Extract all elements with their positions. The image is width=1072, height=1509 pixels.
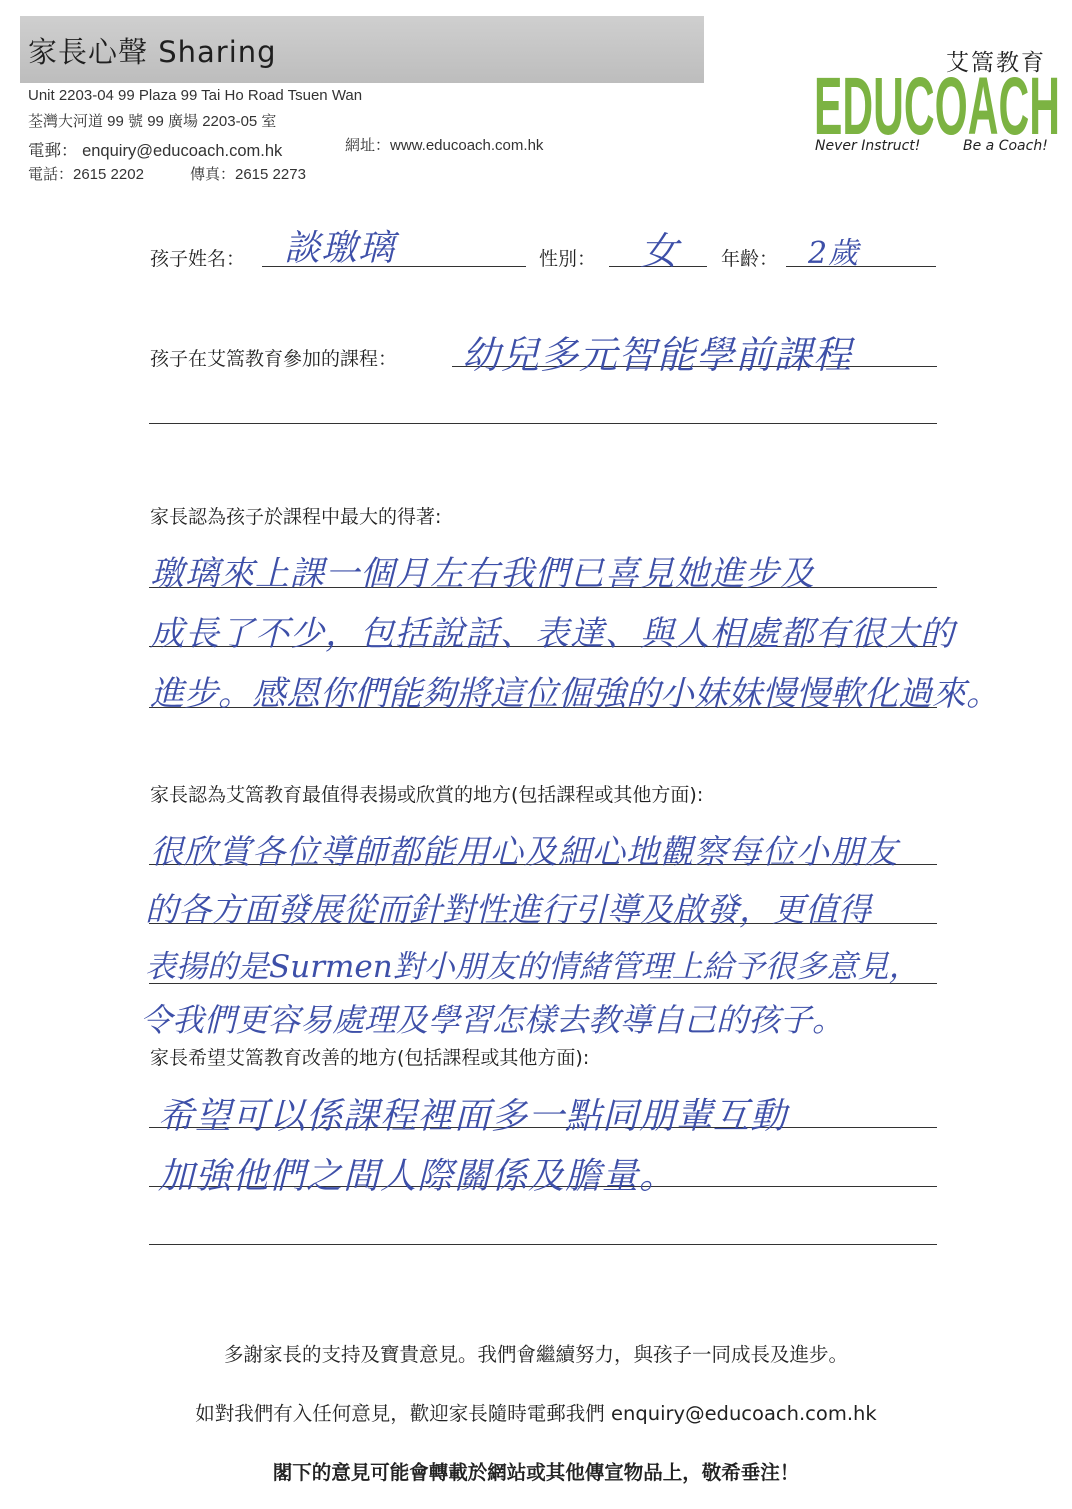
contact-email: 電郵： enquiry@educoach.com.hk [28,142,283,160]
child-name-label: 孩子姓名： [150,248,246,270]
course-extra-underline [149,423,937,424]
improve-line-3 [149,1244,937,1245]
improve-answer-line-1: 希望可以係課程裡面多一點同朋輩互動 [158,1096,788,1137]
contact-website: 網址：www.educoach.com.hk [345,137,544,154]
footer-contact: 如對我們有入任何意見，歡迎家長隨時電郵我們 enquiry@educoach.com.hk [195,1402,877,1425]
contact-fax: 傳真：2615 2273 [190,166,306,183]
footer-thanks: 多謝家長的支持及寶貴意見。我們會繼續努力，與孩子一同成長及進步。 [223,1343,848,1366]
praise-question-label: 家長認為艾篙教育最值得表揚或欣賞的地方(包括課程或其他方面): [150,784,704,806]
age-value: 2歲 [808,236,860,271]
footer-notice: 閣下的意見可能會轉載於網站或其他傳宣物品上，敬希垂注！ [272,1461,800,1484]
page-title: 家長心聲 Sharing [28,35,277,69]
gains-question-label: 家長認為孩子於課程中最大的得著: [150,506,442,528]
contact-telephone: 電話：2615 2202 [28,166,144,183]
gender-value: 女 [640,229,680,273]
logo-chinese-text: 艾篙教育 [946,50,1046,76]
course-label: 孩子在艾篙教育參加的課程： [150,348,398,370]
praise-answer-line-2: 的各方面發展從而針對性進行引導及啟發，更值得 [145,890,871,929]
educoach-logo [812,44,1062,160]
logo-english-text: EDUCOACH [814,64,1060,152]
praise-answer-line-1: 很欣賞各位導師都能用心及細心地觀察每位小朋友 [150,832,898,871]
logo-tagline-2: Be a Coach! [963,138,1048,154]
gender-label: 性別： [539,248,597,270]
praise-answer-line-3: 表揚的是Surmen對小朋友的情緒管理上給予很多意見， [145,949,920,985]
improve-answer-line-2: 加強他們之間人際關係及膽量。 [158,1156,677,1197]
improve-question-label: 家長希望艾篙教育改善的地方(包括課程或其他方面): [150,1047,590,1069]
praise-answer-line-4: 令我們更容易處理及學習怎樣去教導自己的孩子。 [140,1001,845,1039]
address-english: Unit 2203-04 99 Plaza 99 Tai Ho Road Tsuen Wan [28,87,363,104]
gains-answer-line-1: 璬璃來上課一個月左右我們已喜見她進步及 [150,554,815,594]
child-name-value: 談璬璃 [284,228,396,269]
address-chinese: 荃灣大河道 99 號 99 廣場 2203-05 室 [28,113,277,130]
logo-tagline-1: Never Instruct! [815,138,921,154]
course-value: 幼兒多元智能學前課程 [462,333,853,377]
age-label: 年齡： [721,248,779,270]
gains-answer-line-2: 成長了不少，包括說話、表達、與人相處都有很大的 [150,614,955,654]
gains-answer-line-3: 進步。感恩你們能夠將這位倔強的小妹妹慢慢軟化過來。 [150,674,1000,714]
